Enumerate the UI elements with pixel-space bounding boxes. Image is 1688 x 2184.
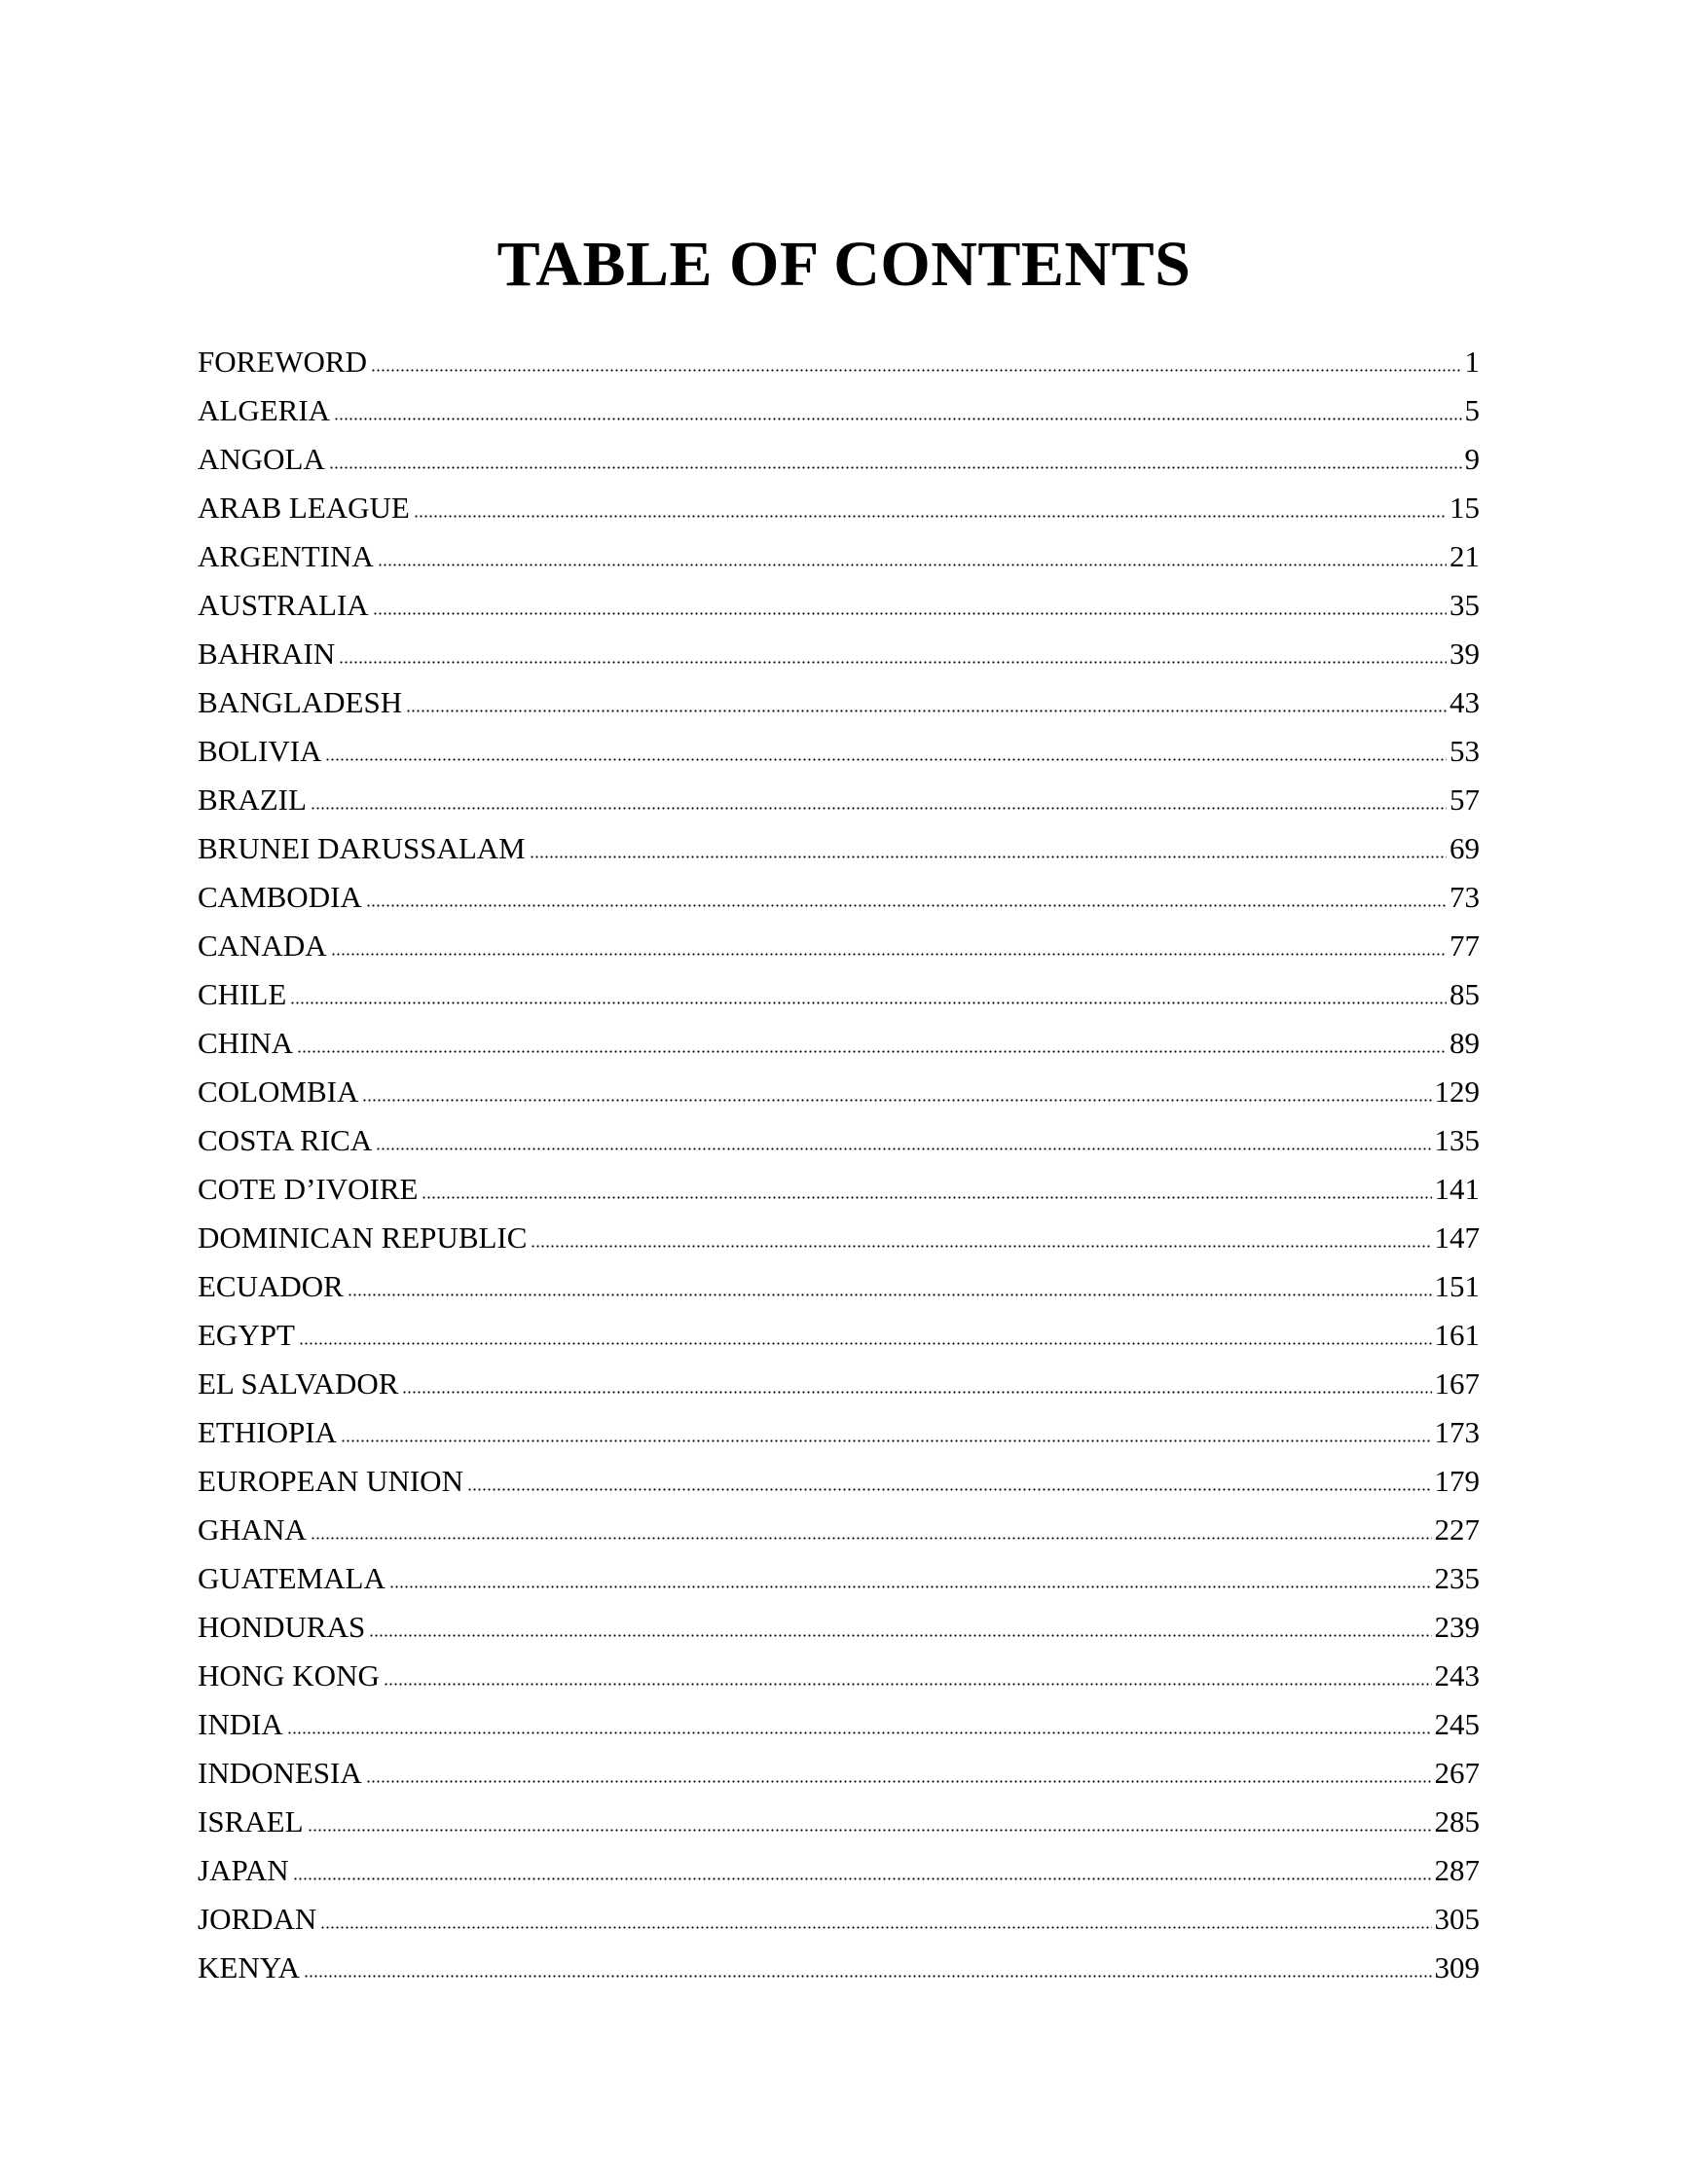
toc-entry-page: 73 <box>1449 880 1480 914</box>
dot-leader <box>334 416 1461 421</box>
dot-leader <box>406 708 1447 713</box>
dot-leader <box>371 367 1462 373</box>
toc-entry-page: 267 <box>1434 1756 1480 1790</box>
toc-entry-page: 287 <box>1434 1853 1480 1887</box>
dot-leader <box>341 1438 1432 1443</box>
toc-entry-page: 227 <box>1434 1512 1480 1547</box>
toc-entry-label: GUATEMALA <box>198 1561 385 1595</box>
toc-entry[interactable] <box>198 1262 1480 1311</box>
dot-leader <box>467 1486 1432 1492</box>
dot-leader <box>402 1389 1431 1395</box>
toc-entry-label: ARGENTINA <box>198 539 374 573</box>
dot-leader <box>348 1292 1432 1297</box>
toc-entry-page: 53 <box>1449 734 1480 768</box>
toc-entry-page: 161 <box>1434 1318 1480 1352</box>
dot-leader <box>308 1827 1432 1833</box>
toc-entry[interactable] <box>198 1846 1480 1895</box>
toc-entry-label: ALGERIA <box>198 393 331 427</box>
toc-entry-label: CAMBODIA <box>198 880 362 914</box>
toc-entry-label: DOMINICAN REPUBLIC <box>198 1220 528 1255</box>
toc-entry-label: FOREWORD <box>198 345 367 379</box>
toc-entry[interactable] <box>198 1506 1480 1554</box>
toc-entry[interactable] <box>198 970 1480 1019</box>
toc-entry-label: ARAB LEAGUE <box>198 491 410 525</box>
toc-entry-label: GHANA <box>198 1512 307 1547</box>
dot-leader <box>293 1875 1432 1881</box>
toc-entry-label: EL SALVADOR <box>198 1366 399 1401</box>
toc-entry-page: 21 <box>1449 539 1480 573</box>
toc-entry-label: BANGLADESH <box>198 685 403 719</box>
toc-entry-page: 57 <box>1449 783 1480 817</box>
toc-entry-label: ECUADOR <box>198 1269 344 1303</box>
toc-entry[interactable] <box>198 824 1480 873</box>
toc-entry-page: 89 <box>1449 1026 1480 1060</box>
toc-entry[interactable] <box>198 1360 1480 1408</box>
dot-leader <box>329 464 1462 470</box>
toc-entry-label: COLOMBIA <box>198 1074 359 1109</box>
toc-entry-page: 309 <box>1434 1950 1480 1984</box>
dot-leader <box>530 854 1447 859</box>
toc-entry-label: BRAZIL <box>198 783 307 817</box>
dot-leader <box>376 1146 1431 1151</box>
dot-leader <box>325 756 1447 762</box>
toc-entry-label: BOLIVIA <box>198 734 322 768</box>
toc-entry[interactable] <box>198 1457 1480 1506</box>
dot-leader <box>389 1583 1432 1589</box>
dot-leader <box>304 1973 1431 1979</box>
toc-entry-label: EUROPEAN UNION <box>198 1464 463 1498</box>
dot-leader <box>373 610 1447 616</box>
toc-entry-label: KENYA <box>198 1950 301 1984</box>
toc-entry[interactable] <box>198 922 1480 970</box>
toc-entry-label: COTE D’IVOIRE <box>198 1172 419 1206</box>
table-of-contents <box>198 338 1480 1992</box>
toc-entry-label: BRUNEI DARUSSALAM <box>198 831 526 865</box>
toc-entry[interactable] <box>198 1895 1480 1944</box>
toc-entry-page: 5 <box>1464 393 1480 427</box>
toc-entry-label: INDIA <box>198 1707 283 1741</box>
toc-entry[interactable] <box>198 581 1480 630</box>
dot-leader <box>311 1535 1432 1541</box>
toc-entry[interactable] <box>198 727 1480 776</box>
toc-entry[interactable] <box>198 1068 1480 1116</box>
toc-entry-page: 235 <box>1434 1561 1480 1595</box>
toc-entry-page: 239 <box>1434 1610 1480 1644</box>
dot-leader <box>320 1924 1431 1930</box>
toc-entry[interactable] <box>198 532 1480 581</box>
toc-entry[interactable] <box>198 386 1480 435</box>
toc-entry-page: 15 <box>1449 491 1480 525</box>
toc-entry-page: 135 <box>1434 1123 1480 1157</box>
toc-entry-label: BAHRAIN <box>198 637 336 671</box>
toc-entry-label: HONDURAS <box>198 1610 366 1644</box>
dot-leader <box>366 1778 1432 1784</box>
toc-entry-label: JORDAN <box>198 1902 317 1936</box>
toc-entry[interactable] <box>198 1019 1480 1068</box>
dot-leader <box>378 562 1447 567</box>
toc-entry[interactable] <box>198 1165 1480 1214</box>
toc-entry[interactable] <box>198 1214 1480 1262</box>
toc-entry-page: 141 <box>1434 1172 1480 1206</box>
dot-leader <box>339 659 1447 665</box>
toc-entry-label: ISRAEL <box>198 1804 304 1838</box>
toc-entry-page: 179 <box>1434 1464 1480 1498</box>
toc-entry-page: 243 <box>1434 1658 1480 1693</box>
toc-entry-label: INDONESIA <box>198 1756 362 1790</box>
toc-entry[interactable] <box>198 1652 1480 1700</box>
toc-entry-label: CANADA <box>198 928 327 963</box>
toc-entry-page: 305 <box>1434 1902 1480 1936</box>
toc-entry[interactable] <box>198 1944 1480 1992</box>
toc-entry[interactable] <box>198 678 1480 727</box>
toc-entry-label: ANGOLA <box>198 442 325 476</box>
toc-entry[interactable] <box>198 1116 1480 1165</box>
dot-leader <box>384 1681 1432 1687</box>
toc-entry[interactable] <box>198 1311 1480 1360</box>
toc-entry-page: 85 <box>1449 977 1480 1011</box>
toc-entry-label: JAPAN <box>198 1853 289 1887</box>
toc-entry-label: CHINA <box>198 1026 294 1060</box>
dot-leader <box>531 1243 1431 1249</box>
toc-entry-label: CHILE <box>198 977 287 1011</box>
toc-entry-page: 285 <box>1434 1804 1480 1838</box>
toc-entry[interactable] <box>198 1603 1480 1652</box>
dot-leader <box>311 805 1447 811</box>
toc-entry[interactable] <box>198 873 1480 922</box>
dot-leader <box>422 1194 1431 1200</box>
toc-entry-page: 9 <box>1464 442 1480 476</box>
dot-leader <box>297 1048 1447 1054</box>
dot-leader <box>287 1729 1432 1735</box>
toc-entry-page: 129 <box>1434 1074 1480 1109</box>
toc-entry[interactable] <box>198 1408 1480 1457</box>
toc-entry[interactable] <box>198 630 1480 678</box>
dot-leader <box>366 902 1447 908</box>
toc-entry-page: 147 <box>1434 1220 1480 1255</box>
dot-leader <box>299 1340 1432 1346</box>
toc-entry-page: 173 <box>1434 1415 1480 1449</box>
dot-leader <box>290 1000 1447 1005</box>
toc-entry-page: 167 <box>1434 1366 1480 1401</box>
toc-entry-page: 1 <box>1464 345 1480 379</box>
dot-leader <box>362 1097 1431 1103</box>
toc-entry-label: HONG KONG <box>198 1658 380 1693</box>
toc-entry-label: ETHIOPIA <box>198 1415 337 1449</box>
toc-entry-page: 39 <box>1449 637 1480 671</box>
dot-leader <box>414 513 1447 519</box>
page-title: TABLE OF CONTENTS <box>496 229 1192 300</box>
dot-leader <box>369 1632 1431 1638</box>
toc-entry-page: 43 <box>1449 685 1480 719</box>
toc-entry-label: AUSTRALIA <box>198 588 369 622</box>
toc-entry[interactable] <box>198 435 1480 484</box>
toc-entry[interactable] <box>198 1798 1480 1846</box>
toc-entry[interactable] <box>198 484 1480 532</box>
toc-entry-label: COSTA RICA <box>198 1123 373 1157</box>
toc-entry[interactable] <box>198 1749 1480 1798</box>
dot-leader <box>331 951 1447 957</box>
toc-entry-page: 151 <box>1434 1269 1480 1303</box>
toc-entry[interactable] <box>198 1700 1480 1749</box>
toc-entry[interactable] <box>198 338 1480 386</box>
toc-entry-label: EGYPT <box>198 1318 295 1352</box>
toc-entry-page: 245 <box>1434 1707 1480 1741</box>
toc-entry[interactable] <box>198 1554 1480 1603</box>
toc-entry[interactable] <box>198 776 1480 824</box>
toc-entry-page: 35 <box>1449 588 1480 622</box>
toc-entry-page: 69 <box>1449 831 1480 865</box>
toc-entry-page: 77 <box>1449 928 1480 963</box>
